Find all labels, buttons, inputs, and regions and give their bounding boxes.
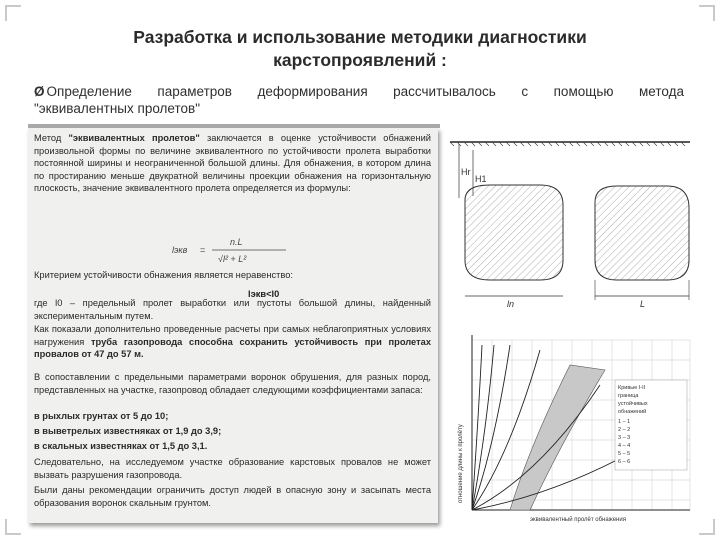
legend-line: Кривые I-II [618,385,646,391]
paragraph-recommendation: Были даны рекомендации ограничить доступ людей в опасную зону и засыпать места образования воронок скальным грунтом. [34,485,431,508]
paragraph-conclusion: Следовательно, на исследуемом участке образование карстовых провалов не может вызвать разрушения газопровода. [34,457,431,480]
legend-line: 5 – 5 [618,451,631,457]
paragraph-comparison: В сопоставлении с предельными параметрами воронок обрушения, для разных пород, представленных на участке, газопровод обладает следующими коэффициентами запаса: [34,372,431,395]
legend-line: 2 – 2 [618,427,631,433]
bullet-arrow-icon: Ø [34,84,45,99]
label-hr: Hr [461,167,471,177]
curves-y-label: отношение длины к пролёту [458,424,464,503]
criterion-inequality: lэкв<l0 [248,289,280,299]
formula-equivalent-span [168,230,298,270]
stability-curves-figure [450,325,695,525]
text-panel [28,128,438,523]
formula-lhs: lэкв [172,245,188,255]
calculation-result: труба газопровода способна сохранить устойчивость при пролетах провалов от 47 до 57 м. [34,336,431,360]
paragraph-limit-span: где l0 – предельный пролет выработки или пустоты большой длины, найденный экспериментальным путем. [34,298,431,321]
coefficient-loose-soil [34,410,431,423]
coefficient-weathered-limestone [34,425,431,438]
legend-line: обнажений [618,409,647,415]
curves-legend [615,380,687,470]
coefficient-loose-soil-text: в рыхлых грунтах от 5 до 10; [34,411,169,421]
paragraph-method [34,132,431,195]
legend-line: 4 – 4 [618,443,631,449]
legend-line: граница [618,393,639,399]
title-line-1: Разработка и использование методики диагностики [133,27,587,47]
frame-corner-bottom-left [5,519,21,535]
coefficient-weathered-limestone-text: в выветрелых известняках от 1,9 до 3,9; [34,426,222,436]
label-ln: ln [507,299,515,309]
title-line-2: карстопроявлений : [273,50,447,70]
bullet-line-2: "эквивалентных пролетов" [34,101,200,116]
formula-equals: = [200,245,206,255]
frame-corner-top-right [699,5,715,21]
calculation-lead: Как показали дополнительно проведенные расчеты при самых неблагоприятных условиях нагружения [34,324,431,347]
frame-corner-bottom-right [699,519,715,535]
slide-title [60,26,660,72]
paragraph-criterion: Критерием устойчивости обнажения является неравенство: [34,270,293,280]
bullet-word: с [521,84,529,99]
legend-line: 1 – 1 [618,419,631,425]
bullet-word: помощью [553,84,614,99]
cavity-sections-figure [445,130,695,315]
formula-denominator: √l² + L² [218,254,247,264]
method-description: заключается в оценке устойчивости обнажений произвольной формы по величине эквивалентного по устойчивости пролета выработки постоянной ширины и неограниченной большой длины. Для обнажения, в котором длина по простиранию меньше двукратной величины проекции обнажения на горизонтальную плоскость, значение эквивалентного пролета определяется из формулы: [34,133,432,194]
legend-line: устойчивых [618,401,648,407]
paragraph-calculation [34,323,431,361]
method-lead: Метод [34,133,69,143]
bullet-word: Определение [46,84,132,99]
cavity-right [595,186,689,280]
coefficient-rock-limestone [34,440,431,453]
curves-x-label: эквивалентный пролёт обнажения [530,517,626,523]
label-h1: H1 [475,174,487,184]
bullet-word: метода [639,84,684,99]
frame-corner-top-left [5,5,21,21]
bullet-point [34,83,684,117]
legend-line: 6 – 6 [618,459,631,465]
label-l: L [640,299,646,309]
bullet-word: параметров [157,84,232,99]
bullet-line-1 [34,83,684,100]
cavity-left [465,185,563,280]
bullet-word: рассчитывалось [393,84,496,99]
bullet-word: деформирования [257,84,368,99]
formula-numerator: n.L [230,237,243,247]
legend-line: 3 – 3 [618,435,631,441]
coefficient-rock-limestone-text: в скальных известняках от 1,5 до 3,1. [34,441,208,451]
method-term: "эквивалентных пролетов" [68,133,200,143]
